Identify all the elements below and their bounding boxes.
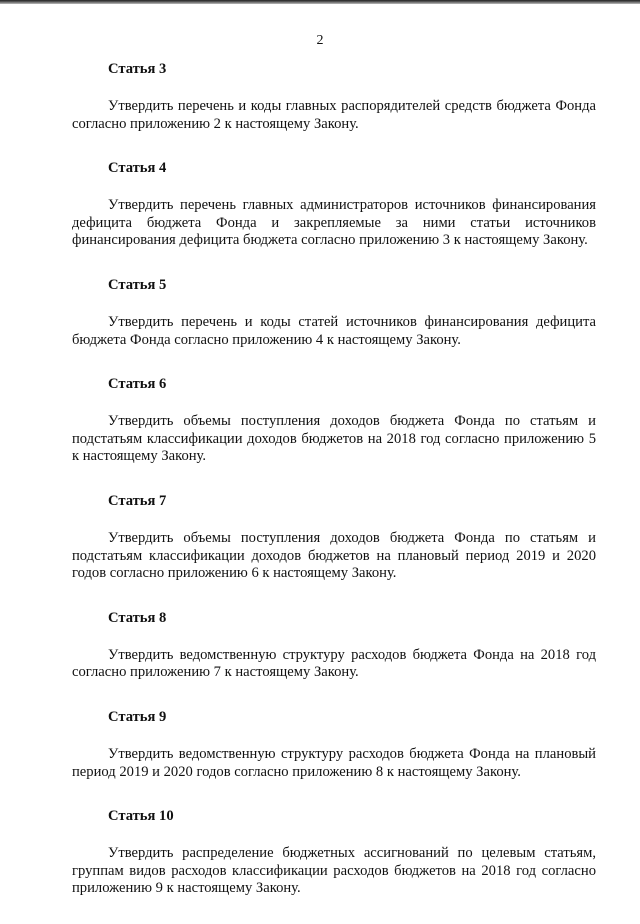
document-body <box>72 60 596 924</box>
article-9 <box>72 708 596 781</box>
article-title: Статья 5 <box>108 276 167 293</box>
article-title: Статья 7 <box>108 492 167 509</box>
article-text: Утвердить распределение бюджетных ассигнований по целевым статьям, группам видов расходов классификации расходов бюджетов на 2018 год согласно приложению 9 к настоящему Закону. <box>72 845 596 897</box>
article-6 <box>72 375 596 466</box>
article-text: Утвердить перечень и коды главных распорядителей средств бюджета Фонда согласно приложению 2 к настоящему Закону. <box>72 98 596 132</box>
article-8 <box>72 609 596 682</box>
scan-top-edge <box>0 0 640 4</box>
page-number: 2 <box>316 33 324 48</box>
article-title: Статья 10 <box>108 808 174 825</box>
article-text: Утвердить ведомственную структуру расходов бюджета Фонда на плановый период 2019 и 2020 годов согласно приложению 8 к настоящему Закону. <box>72 745 596 780</box>
article-title: Статья 9 <box>108 708 167 725</box>
article-text: Утвердить перечень и коды статей источников финансирования дефицита бюджета Фонда согласно приложению 4 к настоящему Закону. <box>72 313 596 348</box>
article-title: Статья 6 <box>108 376 167 393</box>
article-text: Утвердить объемы поступления доходов бюджета Фонда по статьям и подстатьям классификации доходов бюджетов на плановый период 2019 и 2020 годов согласно приложению 6 к настоящему Закону. <box>72 529 596 582</box>
article-title: Статья 8 <box>108 609 167 626</box>
article-text: Утвердить объемы поступления доходов бюджета Фонда по статьям и подстатьям классификации доходов бюджетов на 2018 год согласно приложению 5 к настоящему Закону. <box>72 413 596 465</box>
article-4 <box>72 159 596 250</box>
article-10 <box>72 807 596 898</box>
article-3 <box>72 60 596 133</box>
article-text: Утвердить перечень главных администраторов источников финансирования дефицита бюджета Фонда и закрепляемые за ними статьи источников финансирования дефицита бюджета согласно приложению 3 к настоящему Закону. <box>72 197 596 249</box>
article-5 <box>72 276 596 349</box>
article-title: Статья 4 <box>108 160 167 177</box>
article-title: Статья 3 <box>108 61 167 77</box>
article-7 <box>72 492 596 583</box>
article-text: Утвердить ведомственную структуру расходов бюджета Фонда на 2018 год согласно приложению 7 к настоящему Закону. <box>72 646 596 681</box>
